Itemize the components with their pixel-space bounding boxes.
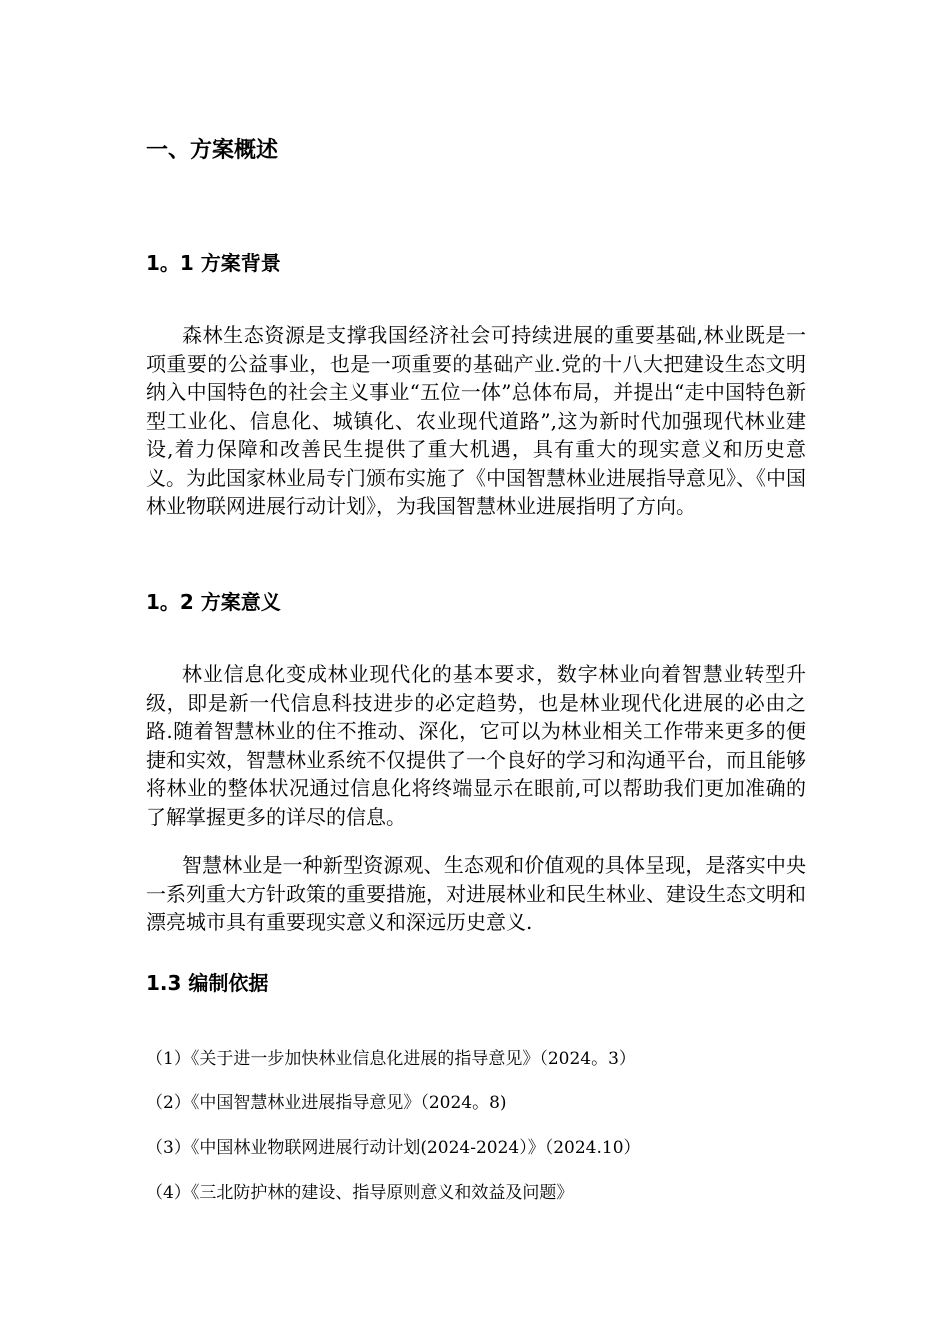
section-heading-significance: 1。2 方案意义 (146, 590, 281, 614)
reference-item: （4）《三北防护林的建设、指导原则意义和效益及问题》 (146, 1183, 574, 1203)
significance-paragraph-2: 智慧林业是一种新型资源观、生态观和价值观的具体呈现，是落实中央一系列重大方针政策的重要措施，对进展林业和民生林业、建设生态文明和漂亮城市具有重要现实意义和深远历史意义. (146, 853, 806, 934)
section-heading-basis: 1.3 编制依据 (146, 971, 269, 995)
reference-item: （1）《关于进一步加快林业信息化进展的指导意见》（2024。3） (146, 1049, 636, 1069)
section-heading-background: 1。1 方案背景 (146, 251, 281, 275)
reference-item: （3）《中国林业物联网进展行动计划(2024-2024）》（2024.10） (146, 1138, 641, 1158)
reference-item: （2）《中国智慧林业进展指导意见》（2024。8) (146, 1093, 507, 1113)
background-paragraph: 森林生态资源是支撑我国经济社会可持续进展的重要基础,林业既是一项重要的公益事业，也是一项重要的基础产业.党的十八大把建设生态文明纳入中国特色的社会主义事业“五位一体”总体布局，并提出“走中国特色新型工业化、信息化、城镇化、农业现代道路”,这为新时代加强现代林业建设,着力保障和改善民生提供了重大机遇，具有重大的现实意义和历史意义。为此国家林业局专门颁布实施了《中国智慧林业进展指导意见》、《中国林业物联网进展行动计划》，为我国智慧林业进展指明了方向。 (146, 323, 806, 518)
significance-paragraph-1: 林业信息化变成林业现代化的基本要求，数字林业向着智慧业转型升级，即是新一代信息科技进步的必定趋势，也是林业现代化进展的必由之路.随着智慧林业的住不推动、深化，它可以为林业相关工作带来更多的便捷和实效，智慧林业系统不仅提供了一个良好的学习和沟通平台，而且能够将林业的整体状况通过信息化将终端显示在眼前,可以帮助我们更加准确的了解掌握更多的详尽的信息。 (146, 662, 806, 829)
section-heading-overview: 一、方案概述 (146, 138, 279, 163)
